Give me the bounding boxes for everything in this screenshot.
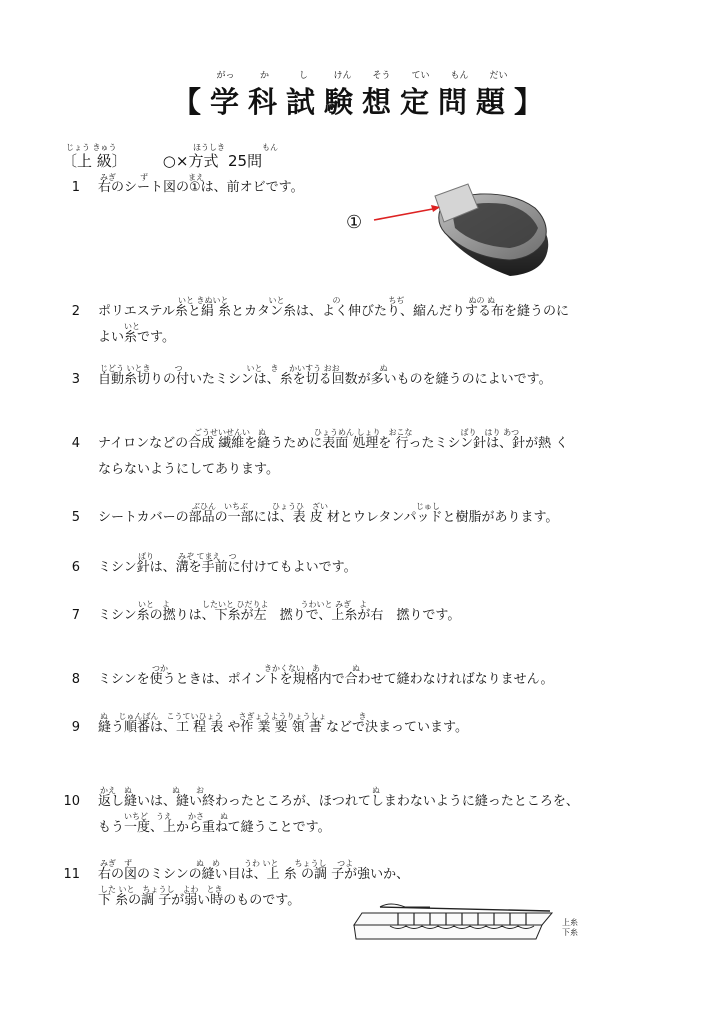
seat-arrow-line (374, 208, 438, 220)
level-label-ruby: じょう きゅう (66, 143, 117, 152)
q2-ruby2: いと (124, 322, 140, 331)
label-lower-thread: 下糸 (562, 928, 578, 937)
q10-number: 10 (63, 794, 80, 809)
title-ruby-6: もん (450, 71, 469, 81)
title-ruby-0: がっ (216, 71, 235, 81)
q7-text: ミシン糸の撚りは、下糸が左 撚りで、上糸が右 撚りです。 (98, 608, 461, 623)
fabric-bottom (354, 925, 542, 939)
q5-text: シートカバーの部品の一部には、表 皮 材とウレタンパッドと樹脂があります。 (98, 510, 559, 525)
q7-number: 7 (71, 608, 80, 623)
q8-text: ミシンを使うときは、ポイントを規格内で合わせて縫わなければなりません。 (98, 672, 554, 687)
q1-number: 1 (71, 180, 80, 195)
title-ruby-1: か (259, 71, 269, 81)
q4-text-line2: ならないようにしてあります。 (98, 462, 279, 477)
q8-ruby: つか きかくない あ ぬ (152, 664, 360, 673)
q1-ruby: みぎ ず まえ (100, 173, 204, 182)
q1-text: 右のシート図の①は、前オビです。 (98, 180, 304, 195)
q2-text-line1: ポリエステル糸と絹 糸とカタン糸は、よく伸びたり、縮んだりする布を縫うのに (98, 304, 569, 319)
upper-thread (380, 907, 550, 911)
q5-ruby: ぶひん いちぶ ひょうひ ざい じゅし (192, 502, 440, 511)
level-format: ○×方式 (162, 152, 219, 170)
q10-ruby2: いちど うえ かさ ぬ (124, 812, 228, 821)
q10-text-line1: 返し縫いは、縫い終わったところが、ほつれてしまわないように縫ったところを、 (98, 794, 579, 809)
q11-ruby: みぎ ず ぬ め うわ いと ちょうし つよ (100, 859, 354, 868)
q5-number: 5 (71, 510, 80, 525)
level-label: 〔上 級〕 (62, 152, 127, 170)
q8-number: 8 (71, 672, 80, 687)
q11-number: 11 (63, 867, 80, 882)
q2-text-line2: よい糸です。 (98, 330, 175, 345)
title-ruby-5: てい (411, 71, 430, 81)
q7-ruby: いと よ したいと ひだりよ うわいと みぎ よ (138, 600, 368, 609)
q11-text-line2: 下 糸の調 子が弱い時のものです。 (98, 893, 301, 908)
q2-ruby: いと きぬいと いと の ちぢ ぬの ぬ (178, 296, 496, 305)
q3-text: 自動糸切りの付いたミシンは、糸を切る回数が多いものを縫うのによいです。 (98, 372, 552, 387)
q6-ruby: ばり みぞ てまえ つ (138, 552, 237, 561)
fabric-top (354, 913, 552, 925)
q2-number: 2 (71, 304, 80, 319)
title-ruby-2: し (298, 71, 308, 81)
seat-figure (340, 178, 555, 278)
title-ruby-3: けん (333, 71, 352, 81)
q6-text: ミシン針は、溝を手前に付けてもよいです。 (98, 560, 357, 575)
title-ruby-7: だい (489, 71, 508, 81)
label-upper-thread: 上糸 (562, 918, 578, 927)
q11-ruby2: した いと ちょうし よわ とき (100, 885, 223, 894)
q9-text: 縫う順番は、工 程 表 や作 業 要 領 書 などで決まっています。 (98, 720, 469, 735)
stitch-figure (350, 893, 590, 943)
q3-number: 3 (71, 372, 80, 387)
q3-ruby: じどう いとき つ いと き かいすう おお ぬ (100, 364, 388, 373)
level-count-ruby: もん (262, 143, 278, 152)
q10-ruby: かえ ぬ ぬ お ぬ (100, 786, 380, 795)
q10-text-line2: もう一度、上から重ねて縫うことです。 (98, 820, 331, 835)
level-line (62, 150, 262, 171)
q9-ruby: ぬ じゅんばん こうていひょう さぎょうようりょうしょ き (100, 712, 367, 721)
level-format-ruby: ほうしき (193, 143, 225, 152)
q6-number: 6 (71, 560, 80, 575)
seat-marker: ① (346, 212, 363, 233)
q4-number: 4 (71, 436, 80, 451)
page-title: 【学科試験想定問題】 (171, 85, 552, 119)
q4-text-line1: ナイロンなどの合成 繊維を縫うために表面 処理を 行ったミシン針は、針が熱 く (98, 436, 569, 451)
level-count: 25問 (228, 152, 263, 170)
q9-number: 9 (71, 720, 80, 735)
q4-ruby: ごうせいせんい ぬ ひょうめん しょり おこな ばり はり あつ (194, 428, 520, 437)
q11-text-line1: 右の図のミシンの縫い目は、上 糸 の調 子が強いか、 (98, 867, 410, 882)
title-ruby-4: そう (372, 71, 391, 81)
